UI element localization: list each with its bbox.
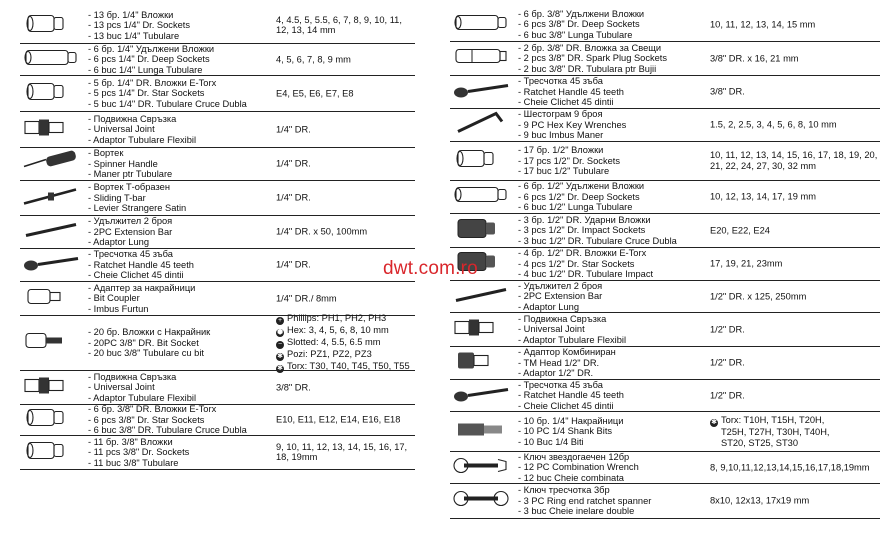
item-line: - 20 buc 3/8" Tubulare cu bit	[88, 348, 204, 359]
item-sizes: 9, 10, 11, 12, 13, 14, 15, 16, 17, 18, 19mm	[276, 441, 408, 463]
item-line: - Тресчотка 45 зъба	[88, 249, 173, 260]
item-line: - 13 pcs 1/4" Dr. Sockets	[88, 20, 190, 31]
item-line: - 2 бр. 3/8" DR. Вложка за Свещи	[518, 42, 662, 53]
bit-line	[276, 337, 416, 349]
item-description	[88, 78, 247, 110]
watermark: dwt.com.ro	[383, 258, 478, 279]
socket-short-icon	[22, 407, 68, 434]
bit-coupler-icon	[22, 284, 68, 313]
item-sizes: 1/4" DR.	[276, 259, 311, 270]
item-line: - Адаптер за накрайници	[88, 282, 196, 293]
item-description	[518, 145, 620, 177]
item-description	[518, 452, 639, 484]
item-sizes: 8x10, 12x13, 17x19 mm	[710, 495, 810, 506]
table-row	[450, 281, 880, 313]
item-description	[88, 44, 214, 76]
item-line: - 10 Buc 1/4 Biti	[518, 436, 584, 447]
item-description	[518, 109, 626, 141]
socket-deep-icon	[452, 184, 508, 211]
item-line: - 17 pcs 1/2" Dr. Sockets	[518, 155, 620, 166]
item-line: - Ratchet Handle 45 teeth	[518, 390, 624, 401]
item-line: - Sliding T-bar	[88, 192, 146, 203]
bit-text: Torx: T30, T40, T45, T50, T55	[287, 361, 410, 371]
bit-type-icon: −	[277, 341, 283, 348]
t-bar-icon	[22, 184, 80, 213]
item-line: - 3 PC Ring end ratchet spanner	[518, 495, 652, 506]
item-line: - 6 бр. 3/8" DR. Вложки E-Torx	[88, 404, 217, 415]
table-row	[20, 282, 415, 316]
item-line: - Удължител 2 броя	[88, 216, 173, 227]
bit-type-icon: ✱	[277, 365, 283, 372]
item-line: - Шестограм 9 броя	[518, 109, 603, 120]
socket-short-icon	[22, 80, 68, 107]
item-line: - 6 бр. 1/2" Удължени Вложки	[518, 181, 645, 192]
bit-list	[710, 415, 885, 449]
spark-plug-socket-icon	[452, 44, 508, 73]
item-line: - Cheie Clichet 45 dintii	[518, 97, 614, 108]
item-line: - Spinner Handle	[88, 158, 158, 169]
table-row	[450, 412, 880, 452]
item-sizes: 4, 5, 6, 7, 8, 9 mm	[276, 54, 351, 65]
item-description	[518, 416, 623, 448]
item-description	[88, 372, 196, 404]
item-line: - 3 buc Cheie inelare double	[518, 506, 635, 517]
item-description	[88, 283, 195, 315]
item-sizes: E20, E22, E24	[710, 225, 770, 236]
item-line: - Universal Joint	[88, 124, 155, 135]
table-row	[450, 313, 880, 347]
item-description	[518, 181, 644, 213]
bit-type-icon: +	[277, 317, 283, 324]
item-line: - Adaptor Lung	[518, 301, 579, 312]
table-row	[20, 436, 415, 470]
item-description	[518, 281, 602, 313]
table-row	[450, 484, 880, 519]
item-description	[88, 404, 247, 436]
item-line: - Подвижна Свръзка	[88, 113, 177, 124]
item-line: - 6 pcs 1/2" Dr. Deep Sockets	[518, 191, 640, 202]
bit-text: T25H, T27H, T30H, T40H,	[721, 426, 830, 437]
item-line: - 11 бр. 3/8" Вложки	[88, 436, 173, 447]
bit-line	[276, 349, 416, 361]
item-line: - 11 buc 3/8" Tubulare	[88, 457, 179, 468]
bit-text: Pozi: PZ1, PZ2, PZ3	[287, 349, 372, 359]
item-line: - Bit Coupler	[88, 293, 140, 304]
item-line: - 13 бр. 1/4" Вложки	[88, 9, 174, 20]
item-line: - Adaptor 1/2" DR.	[518, 368, 594, 379]
item-description	[88, 437, 189, 469]
item-description	[518, 9, 644, 41]
bit-text: ST20, ST25, ST30	[721, 437, 798, 448]
right-column	[450, 8, 880, 519]
item-sizes: 4, 4.5, 5, 5.5, 6, 7, 8, 9, 10, 11, 12, 13, 14 mm	[276, 14, 402, 36]
item-line: - 11 pcs 3/8" Dr. Sockets	[88, 447, 190, 458]
hex-key-icon	[452, 108, 508, 143]
item-line: - Подвижна Свръзка	[88, 371, 177, 382]
item-line: - Levier Strangere Satin	[88, 203, 187, 214]
item-line: - 2PC Extension Bar	[88, 226, 173, 237]
table-row	[450, 142, 880, 181]
table-row	[20, 148, 415, 181]
item-sizes: 17, 19, 21, 23mm	[710, 258, 783, 269]
item-line: - Universal Joint	[88, 382, 155, 393]
item-line: - 5 pcs 1/4" Dr. Star Sockets	[88, 88, 205, 99]
item-line: - 3 pcs 1/2" Dr. Impact Sockets	[518, 225, 646, 236]
item-line: - 6 бр. 3/8" Удължени Вложки	[518, 8, 645, 19]
bit-type-icon: ⬢	[276, 329, 284, 336]
item-line: - Imbus Furtun	[88, 303, 149, 314]
item-line: - 10 PC 1/4 Shank Bits	[518, 426, 613, 437]
item-line: - Universal Joint	[518, 324, 585, 335]
item-description	[88, 148, 172, 180]
item-line: - 6 buc 1/4" Lunga Tubulare	[88, 64, 203, 75]
item-description	[518, 248, 653, 280]
item-sizes: 10, 11, 12, 13, 14, 15, 16, 17, 18, 19, 20, 21, 22, 24, 27, 30, 32 mm	[710, 150, 878, 171]
item-sizes: 10, 12, 13, 14, 17, 19 mm	[710, 191, 816, 202]
item-line: - 9 PC Hex Key Wrenches	[518, 119, 627, 130]
item-line: - 13 buc 1/4" Tubulare	[88, 30, 180, 41]
bit-list	[276, 313, 416, 373]
item-line: - 3 buc 1/2" DR. Tubulare Cruce Dubla	[518, 235, 677, 246]
ratchet-icon	[452, 78, 510, 107]
item-description	[518, 347, 616, 379]
item-line: - Подвижна Свръзка	[518, 313, 607, 324]
bit-socket-icon	[22, 328, 68, 359]
item-sizes: 1/4" DR.	[276, 192, 311, 203]
extension-bar-icon	[452, 283, 510, 310]
item-line: - 4 бр. 1/2" DR. Вложки E-Torx	[518, 248, 647, 259]
item-sizes: 1/4" DR. x 50, 100mm	[276, 226, 368, 237]
shank-bits-icon	[452, 414, 508, 449]
bit-type-icon: ✱	[711, 418, 717, 426]
item-description	[518, 380, 624, 412]
item-line: - Тресчотка 45 зъба	[518, 76, 603, 87]
item-sizes: 1/4" DR.	[276, 124, 311, 135]
item-line: - Adaptor Tubulare Flexibil	[88, 134, 197, 145]
table-row	[450, 181, 880, 214]
item-line: - Удължител 2 броя	[518, 280, 603, 291]
bit-line	[276, 313, 416, 325]
table-row	[450, 8, 880, 42]
bit-line	[710, 427, 885, 438]
table-row	[20, 112, 415, 148]
item-line: - 6 buc 3/8" Lunga Tubulare	[518, 29, 633, 40]
item-line: - Вортек Т-образен	[88, 182, 170, 193]
item-sizes: 8, 9,10,11,12,13,14,15,16,17,18,19mm	[710, 462, 870, 473]
impact-socket-icon	[452, 216, 498, 245]
item-line: - 3 бр. 1/2" DR. Ударни Вложки	[518, 214, 651, 225]
item-description	[88, 114, 196, 146]
item-sizes: 1/4" DR.	[276, 158, 311, 169]
item-line: - 20PC 3/8" DR. Bit Socket	[88, 337, 199, 348]
item-line: - 5 бр. 1/4" DR. Вложки E-Torx	[88, 77, 217, 88]
item-line: - TM Head 1/2" DR.	[518, 357, 600, 368]
item-line: - Adaptor Lung	[88, 237, 149, 248]
item-description	[88, 10, 190, 42]
item-line: - 4 pcs 1/2" Dr. Star Sockets	[518, 258, 635, 269]
table-row	[450, 380, 880, 412]
bit-text: Slotted: 4, 5.5, 6.5 mm	[287, 337, 381, 347]
item-description	[88, 182, 186, 214]
item-line: - Ключ тресчотка 3бр	[518, 485, 610, 496]
item-sizes: 1/2" DR. x 125, 250mm	[710, 291, 807, 302]
bit-text: Phillips: PH1, PH2, PH3	[287, 313, 387, 323]
combination-wrench-icon	[452, 453, 510, 482]
item-line: - 6 pcs 3/8" Dr. Deep Sockets	[518, 19, 640, 30]
item-line: - Вортек	[88, 148, 124, 159]
table-row	[20, 44, 415, 76]
item-sizes: 3/8" DR. x 16, 21 mm	[710, 53, 799, 64]
table-row	[20, 249, 415, 282]
screwdriver-icon	[22, 150, 80, 179]
item-line: - 10 бр. 1/4" Накрайници	[518, 415, 624, 426]
table-row	[20, 371, 415, 405]
table-row	[20, 313, 415, 372]
item-sizes: 1.5, 2, 2.5, 3, 4, 5, 6, 8, 10 mm	[710, 119, 837, 130]
item-line: - Adaptor Tubulare Flexibil	[518, 334, 627, 345]
item-line: - 6 buc 3/8" DR. Tubulare Cruce Dubla	[88, 425, 247, 436]
left-column	[20, 8, 415, 470]
table-row	[450, 452, 880, 484]
item-line: - Ключ звездогаечен 12бр	[518, 451, 630, 462]
item-line: - 2 buc 3/8" DR. Tubulara ptr Bujii	[518, 63, 657, 74]
extension-bar-icon	[22, 219, 80, 246]
universal-joint-icon	[452, 313, 498, 346]
bit-line	[710, 438, 885, 449]
item-sizes: 3/8" DR.	[710, 86, 745, 97]
table-row	[450, 214, 880, 248]
item-sizes: 3/8" DR.	[276, 382, 311, 393]
table-row	[20, 8, 415, 44]
item-sizes: 1/4" DR./ 8mm	[276, 293, 337, 304]
bit-type-icon: ✱	[277, 353, 283, 360]
item-description	[518, 76, 624, 108]
item-line: - 4 buc 1/2" DR. Tubulare Impact	[518, 269, 654, 280]
table-row	[20, 216, 415, 249]
item-line: - 12 buc Cheie combinata	[518, 472, 624, 483]
item-description	[88, 249, 194, 281]
item-line: - 20 бр. Вложки с Накрайник	[88, 327, 211, 338]
table-row	[20, 181, 415, 216]
bit-line	[276, 325, 416, 337]
socket-short-icon	[22, 12, 68, 39]
item-description	[518, 215, 677, 247]
item-line: - 2PC Extension Bar	[518, 291, 603, 302]
item-line: - 17 buc 1/2" Tubulare	[518, 166, 610, 177]
item-line: - Ratchet Handle 45 teeth	[88, 259, 194, 270]
ratchet-icon	[22, 251, 80, 280]
item-line: - Адаптор Комбиниран	[518, 347, 616, 358]
item-line: - 6 pcs 3/8" Dr. Star Sockets	[88, 414, 205, 425]
ratchet-icon	[452, 381, 510, 410]
item-line: - 6 buc 1/2" Lunga Tubulare	[518, 202, 633, 213]
adaptor-icon	[452, 348, 498, 379]
ratchet-wrench-icon	[452, 487, 510, 516]
socket-deep-icon	[22, 46, 78, 73]
table-row	[20, 76, 415, 112]
item-sizes: 10, 11, 12, 13, 14, 15 mm	[710, 19, 816, 30]
item-sizes: 1/2" DR.	[710, 324, 745, 335]
item-line: - 2 pcs 3/8" DR. Spark Plug Sockets	[518, 53, 668, 64]
item-line: - Maner ptr Tubulare	[88, 169, 173, 180]
item-line: - 5 buc 1/4" DR. Tubulare Cruce Dubla	[88, 98, 247, 109]
item-line: - Ratchet Handle 45 teeth	[518, 86, 624, 97]
item-description	[88, 327, 210, 359]
item-sizes: 1/2" DR.	[710, 357, 745, 368]
item-line: - Cheie Clichet 45 dintii	[88, 270, 184, 281]
item-sizes: E10, E11, E12, E14, E16, E18	[276, 414, 401, 425]
item-description	[518, 314, 626, 346]
item-line: - 9 buc Imbus Maner	[518, 130, 604, 141]
socket-short-icon	[22, 439, 68, 466]
item-line: - 6 pcs 1/4" Dr. Deep Sockets	[88, 54, 210, 65]
item-line: - 12 PC Combination Wrench	[518, 462, 639, 473]
item-line: - Adaptor Tubulare Flexibil	[88, 392, 197, 403]
table-row	[450, 42, 880, 76]
item-description	[88, 216, 172, 248]
table-row	[450, 109, 880, 142]
socket-deep-icon	[452, 11, 508, 38]
table-row	[20, 405, 415, 436]
bit-text: Hex: 3, 4, 5, 6, 8, 10 mm	[287, 325, 389, 335]
item-line: - Cheie Clichet 45 dintii	[518, 400, 614, 411]
item-description	[518, 485, 651, 517]
item-line: - 6 бр. 1/4" Удължени Вложки	[88, 43, 215, 54]
socket-short-icon	[452, 148, 498, 175]
table-row	[450, 248, 880, 281]
item-description	[518, 43, 667, 75]
item-sizes: 1/2" DR.	[710, 390, 745, 401]
item-line: - Тресчотка 45 зъба	[518, 379, 603, 390]
universal-joint-icon	[22, 113, 68, 146]
item-sizes: E4, E5, E6, E7, E8	[276, 88, 354, 99]
bit-line	[710, 415, 885, 427]
table-row	[450, 347, 880, 380]
item-line: - 17 бр. 1/2" Вложки	[518, 145, 604, 156]
universal-joint-icon	[22, 371, 68, 404]
table-row	[450, 76, 880, 109]
bit-text: Torx: T10H, T15H, T20H,	[721, 414, 825, 425]
